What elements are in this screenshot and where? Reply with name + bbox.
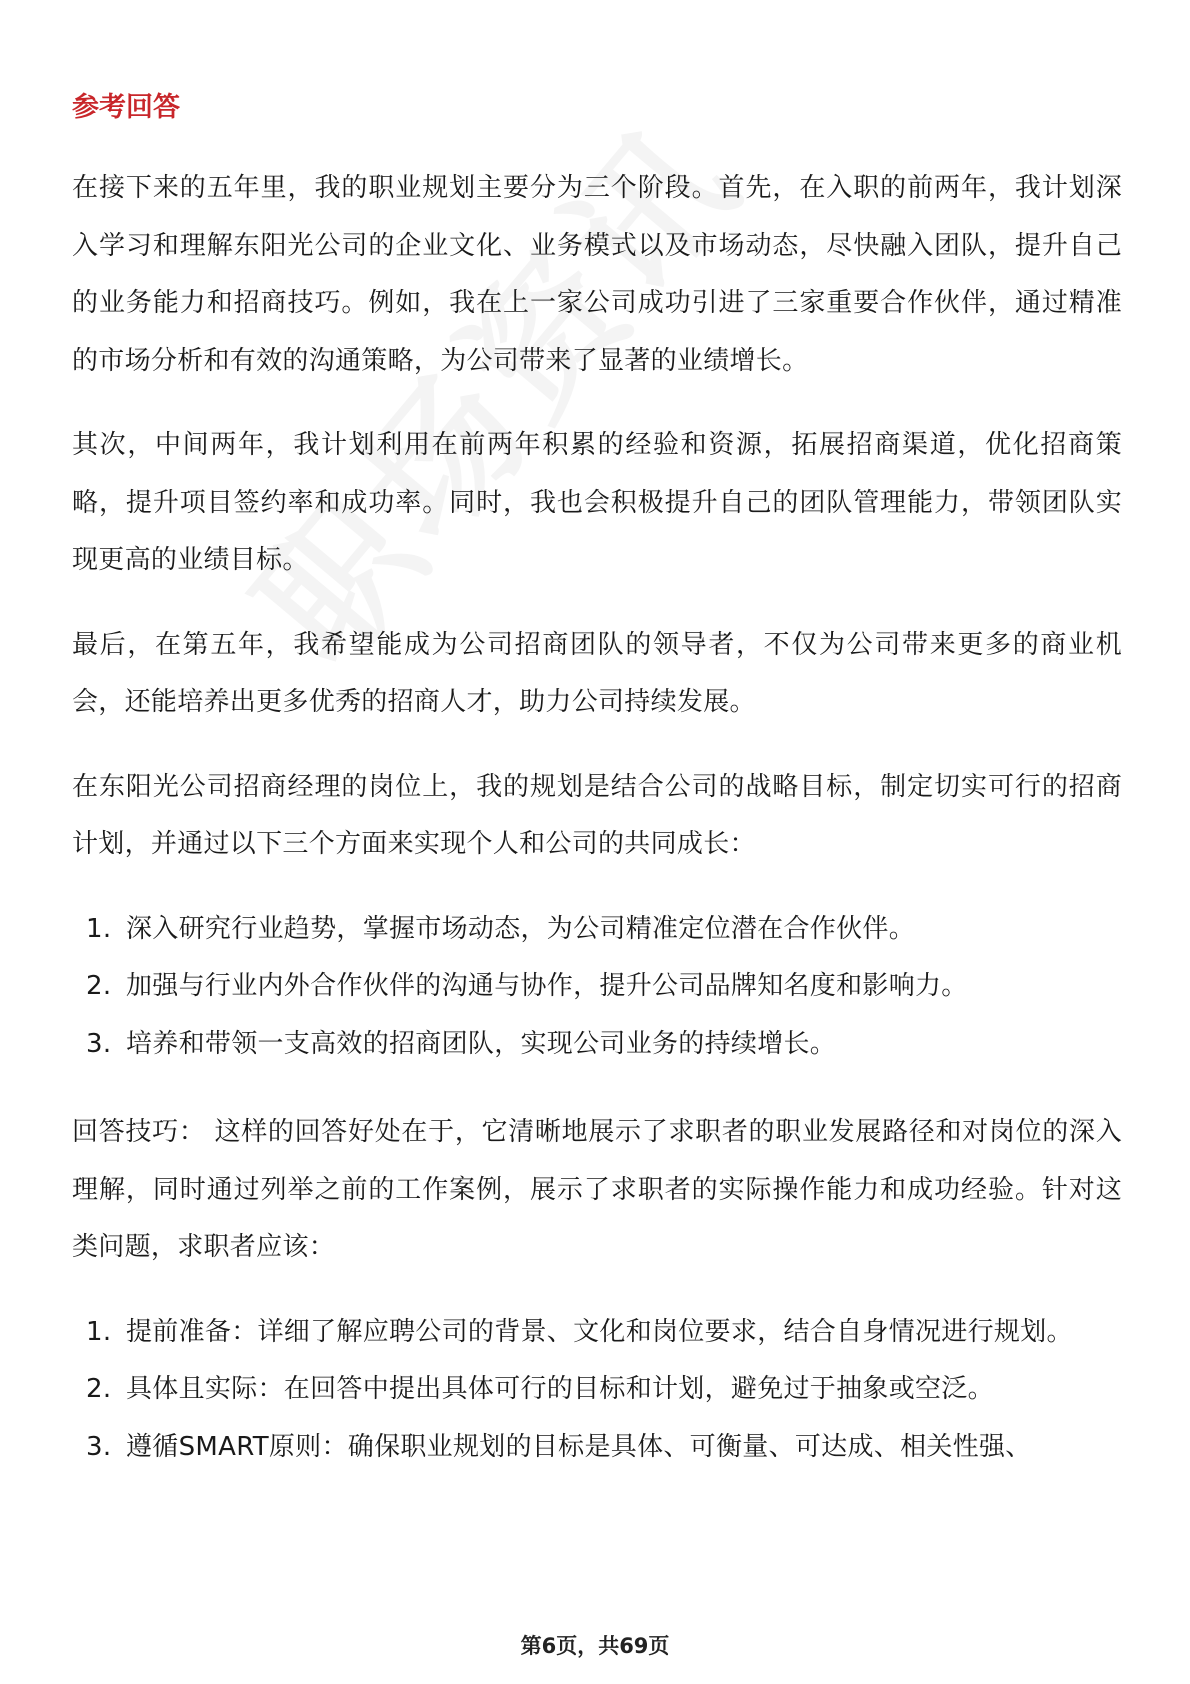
list-item-text: 提前准备：详细了解应聘公司的背景、文化和岗位要求，结合自身情况进行规划。 [126,1316,1073,1347]
page-number-footer: 第6页，共69页 [520,1634,670,1658]
list-item-text: 培养和带领一支高效的招商团队，实现公司业务的持续增长。 [126,1028,837,1059]
list-item [72,1304,1122,1362]
paragraph-tips: 回答技巧： 这样的回答好处在于，它清晰地展示了求职者的职业发展路径和对岗位的深入理解，同时通过列举之前的工作案例，展示了求职者的实际操作能力和成功经验。针对这类问题，求职者应该： [72,1117,1122,1262]
content-area [72,86,1122,1507]
list-number: 2. [86,1374,112,1404]
list-number: 2. [86,971,112,1001]
list-item [72,1419,1122,1477]
paragraph-stage-one: 在接下来的五年里，我的职业规划主要分为三个阶段。首先，在入职的前两年，我计划深入学习和理解东阳光公司的企业文化、业务模式以及市场动态，尽快融入团队，提升自己的业务能力和招商技巧。例如，我在上一家公司成功引进了三家重要合作伙伴，通过精准的市场分析和有效的沟通策略，为公司带来了显著的业绩增长。 [72,173,1122,376]
list-item-text: 加强与行业内外合作伙伴的沟通与协作，提升公司品牌知名度和影响力。 [126,971,968,1001]
list-item [72,901,1122,959]
tips-list [72,1304,1122,1477]
list-number: 1. [86,913,112,944]
list-number: 1. [86,1316,112,1347]
list-item-text: 遵循SMART原则：确保职业规划的目标是具体、可衡量、可达成、相关性强、 [126,1431,1032,1462]
section-heading: 参考回答 [72,92,180,123]
list-item [72,958,1122,1016]
list-item [72,1361,1122,1419]
list-item-text: 深入研究行业趋势，掌握市场动态，为公司精准定位潜在合作伙伴。 [126,913,916,944]
list-number: 3. [86,1431,112,1462]
list-number: 3. [86,1028,112,1059]
paragraph-plan-intro: 在东阳光公司招商经理的岗位上，我的规划是结合公司的战略目标，制定切实可行的招商计划，并通过以下三个方面来实现个人和公司的共同成长： [72,771,1122,859]
paragraph-stage-three: 最后，在第五年，我希望能成为公司招商团队的领导者，不仅为公司带来更多的商业机会，还能培养出更多优秀的招商人才，助力公司持续发展。 [72,629,1122,717]
paragraph-stage-two: 其次，中间两年，我计划利用在前两年积累的经验和资源，拓展招商渠道，优化招商策略，提升项目签约率和成功率。同时，我也会积极提升自己的团队管理能力，带领团队实现更高的业绩目标。 [72,430,1122,575]
list-item [72,1016,1122,1074]
list-item-text: 具体且实际：在回答中提出具体可行的目标和计划，避免过于抽象或空泛。 [126,1374,994,1404]
plan-list [72,901,1122,1074]
